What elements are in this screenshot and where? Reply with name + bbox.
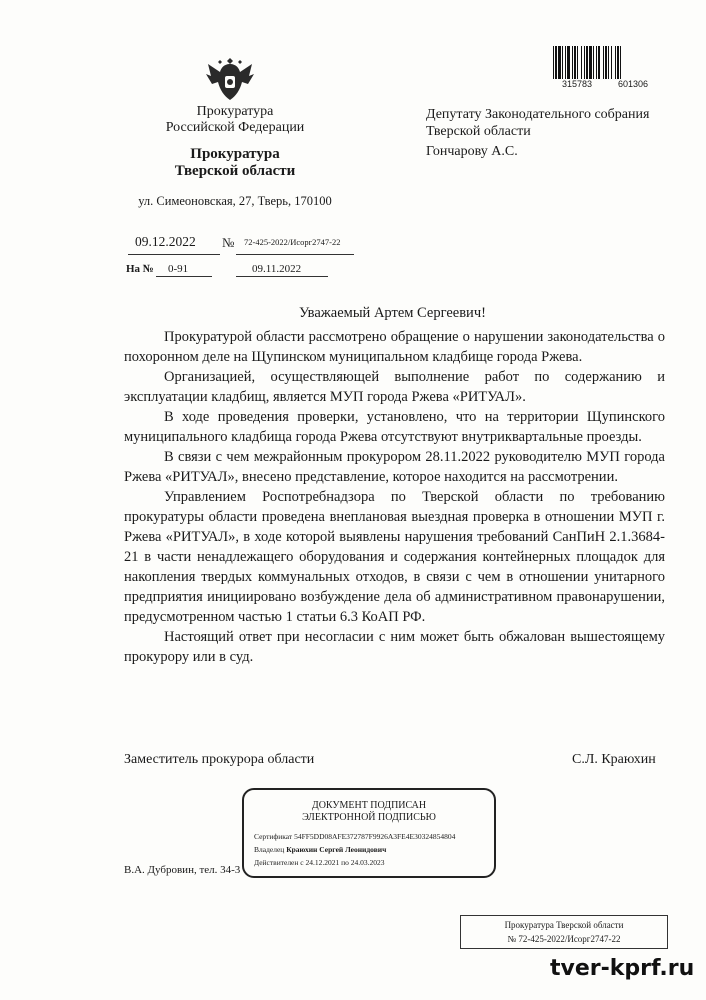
signer-position: Заместитель прокурора области [124, 752, 315, 767]
org-bold-line2: Тверской области [174, 163, 296, 179]
recipient-line2: Тверской области [426, 124, 531, 139]
org-bold-header [120, 146, 350, 180]
org-bold-line1: Прокуратура [190, 146, 280, 162]
esig-owner-label: Владелец [254, 845, 285, 854]
date-underline [128, 254, 220, 255]
esig-valid-to: 24.03.2023 [350, 858, 385, 867]
outgoing-date: 09.12.2022 [135, 234, 196, 249]
coat-of-arms-icon [202, 52, 258, 102]
esig-certificate [254, 832, 455, 841]
registration-line2: № 72-425-2022/Исорг2747-22 [507, 934, 621, 944]
esig-owner [254, 845, 386, 854]
paragraph: В ходе проведения проверки, установлено, что на территории Щупинского муниципального кладбища города Ржева отсутствуют внутриквартальные проезды. [124, 409, 665, 445]
number-sign: № [222, 235, 235, 250]
esig-title-line1: ДОКУМЕНТ ПОДПИСАН [311, 800, 427, 811]
org-line1: Прокуратура [196, 104, 274, 119]
recipient-line1: Депутату Законодательного собрания [426, 107, 650, 122]
watermark: tver-kprf.ru [550, 956, 695, 981]
esig-title-line2: ЭЛЕКТРОННОЙ ПОДПИСЬЮ [302, 812, 436, 823]
address: ул. Симеоновская, 27, Тверь, 170100 [138, 194, 332, 208]
esig-valid-from: 24.12.2021 [305, 858, 340, 867]
registration-line1: Прокуратура Тверской области [504, 920, 624, 930]
in-reply-number-underline [156, 276, 212, 277]
recipient-name: Гончарову А.С. [426, 144, 518, 159]
paragraph: Прокуратурой области рассмотрено обращение о нарушении законодательства о похоронном деле на Щупинском муниципальном кладбище города Ржева. [124, 329, 665, 365]
number-underline [236, 254, 354, 255]
paragraph: В связи с чем межрайонным прокурором 28.11.2022 руководителю МУП города Ржева «РИТУАЛ», внесено представление, которое находится на рассмотрении. [124, 449, 665, 485]
esig-valid-label: Действителен с [254, 858, 304, 867]
esig-owner-value: Краюхин Сергей Леонидович [286, 845, 387, 854]
paragraph: Управлением Роспотребнадзора по Тверской области по требованию прокуратуры области проведена внеплановая выездная проверка в отношении МУП г. Ржева «РИТУАЛ», в ходе которой выявлены нарушения требований СанПиН 2.1.3684-21 в части ненадлежащего оборудования и содержания контейнерных площадок для накопления твердых коммунальных отходов, в связи с чем в отношении унитарного предприятия инициировано возбуждение дела об административном правонарушении, предусмотренном частью 1 статьи 6.3 КоАП РФ. [124, 489, 665, 625]
electronic-signature-stamp [242, 788, 496, 878]
in-reply-date: 09.11.2022 [252, 263, 302, 275]
executor-contact: В.А. Дубровин, тел. 34-3 [124, 864, 241, 876]
org-header [120, 104, 350, 136]
in-reply-number: 0-91 [168, 263, 189, 275]
salutation: Уважаемый Артем Сергеевич! [299, 305, 486, 321]
org-line2: Российской Федерации [165, 120, 305, 135]
signer-name: С.Л. Краюхин [572, 752, 656, 767]
barcode-right-digits: 601306 [618, 79, 649, 89]
letter-body [124, 327, 665, 667]
esig-cert-value: 54FF5DD08AFE372787F9926A3FE4E30324854804 [294, 832, 456, 841]
paragraph: Организацией, осуществляющей выполнение работ по содержанию и эксплуатации кладбищ, является МУП города Ржева «РИТУАЛ». [124, 369, 665, 405]
outgoing-number: 72-425-2022/Исорг2747-22 [244, 237, 341, 247]
recipient-block [426, 106, 666, 140]
barcode-left-digits: 315783 [562, 79, 593, 89]
in-reply-label: На № [126, 263, 154, 275]
esig-validity [254, 858, 385, 867]
barcode-icon [553, 46, 661, 79]
esig-valid-to-label: по [341, 858, 349, 867]
paragraph: Настоящий ответ при несогласии с ним может быть обжалован вышестоящему прокурору или в суд. [124, 629, 665, 665]
registration-stamp [460, 915, 668, 949]
esig-cert-label: Сертификат [254, 832, 293, 841]
in-reply-date-underline [236, 276, 328, 277]
